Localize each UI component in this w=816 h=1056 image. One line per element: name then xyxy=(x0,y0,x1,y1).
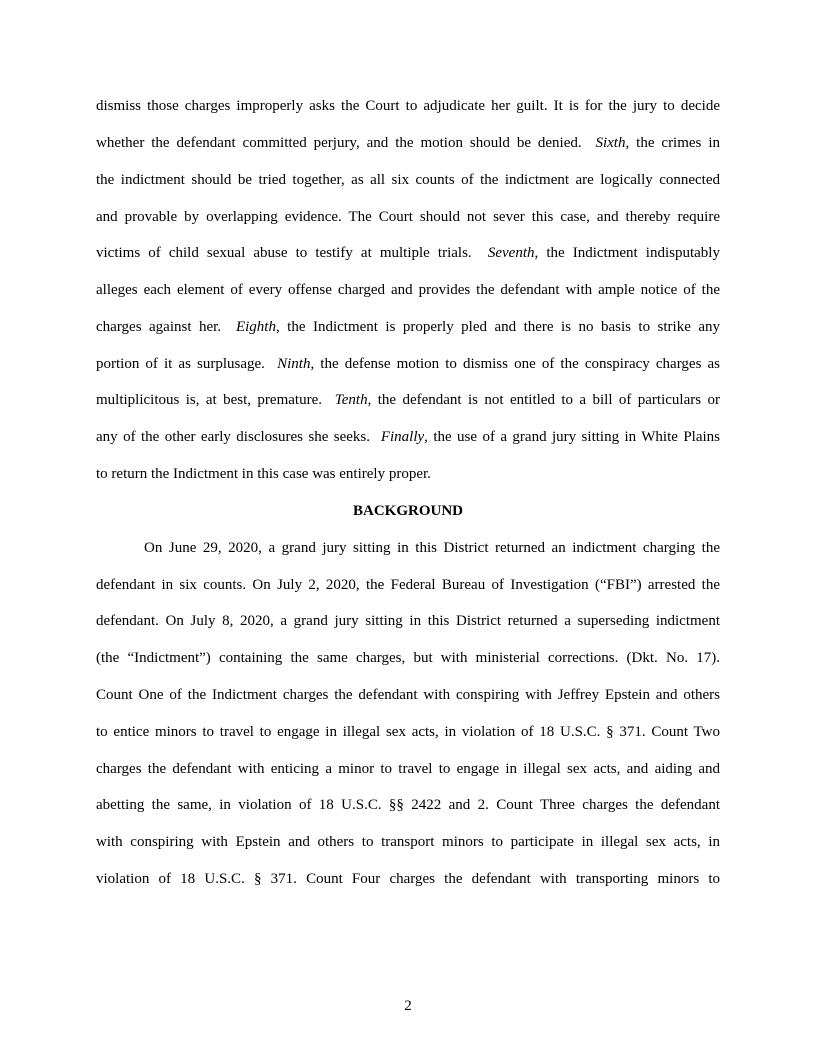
text-line: violation of 18 U.S.C. § 371. Count Four charges the defendant with transporting minors to xyxy=(96,871,720,887)
text-line: with conspiring with Epstein and others to transport minors to participate in illegal sex acts, in xyxy=(96,834,720,850)
text-line: victims of child sexual abuse to testify at multiple trials. Seventh, the Indictment indisputably xyxy=(96,245,720,261)
text-line: to entice minors to travel to engage in illegal sex acts, in violation of 18 U.S.C. § 371. Count Two xyxy=(96,724,720,740)
text-line: charges the defendant with enticing a minor to travel to engage in illegal sex acts, and aiding and xyxy=(96,761,720,777)
text-line: and provable by overlapping evidence. The Court should not sever this case, and thereby require xyxy=(96,209,720,225)
text-line: charges against her. Eighth, the Indictment is properly pled and there is no basis to strike any xyxy=(96,319,720,335)
text-line: any of the other early disclosures she seeks. Finally, the use of a grand jury sitting in White Plains xyxy=(96,429,721,445)
text-line: portion of it as surplusage. Ninth, the defense motion to dismiss one of the conspiracy charges as xyxy=(96,356,721,372)
text-line: the indictment should be tried together, as all six counts of the indictment are logically connected xyxy=(96,172,720,188)
text-line-last: to return the Indictment in this case was entirely proper. xyxy=(96,466,431,482)
section-heading: BACKGROUND xyxy=(352,503,463,519)
text-line: defendant in six counts. On July 2, 2020, the Federal Bureau of Investigation (“FBI”) arrested the xyxy=(96,577,720,593)
text-line: defendant. On July 8, 2020, a grand jury sitting in this District returned a superseding indictment xyxy=(96,613,720,629)
text-line: whether the defendant committed perjury, and the motion should be denied. Sixth, the crimes in xyxy=(96,135,720,151)
text-line: dismiss those charges improperly asks the Court to adjudicate her guilt. It is for the jury to decide xyxy=(96,98,720,114)
text-line: (the “Indictment”) containing the same charges, but with ministerial corrections. (Dkt. No. 17). xyxy=(96,650,720,666)
page-number: 2 xyxy=(404,998,412,1014)
text-line: alleges each element of every offense charged and provides the defendant with ample notice of the xyxy=(96,282,720,298)
text-line: multiplicitous is, at best, premature. Tenth, the defendant is not entitled to a bill of particulars or xyxy=(96,392,720,408)
text-line: Count One of the Indictment charges the defendant with conspiring with Jeffrey Epstein and others xyxy=(96,687,720,703)
text-line: abetting the same, in violation of 18 U.S.C. §§ 2422 and 2. Count Three charges the defendant xyxy=(96,797,720,813)
text-line: On June 29, 2020, a grand jury sitting in this District returned an indictment charging the xyxy=(144,540,720,556)
